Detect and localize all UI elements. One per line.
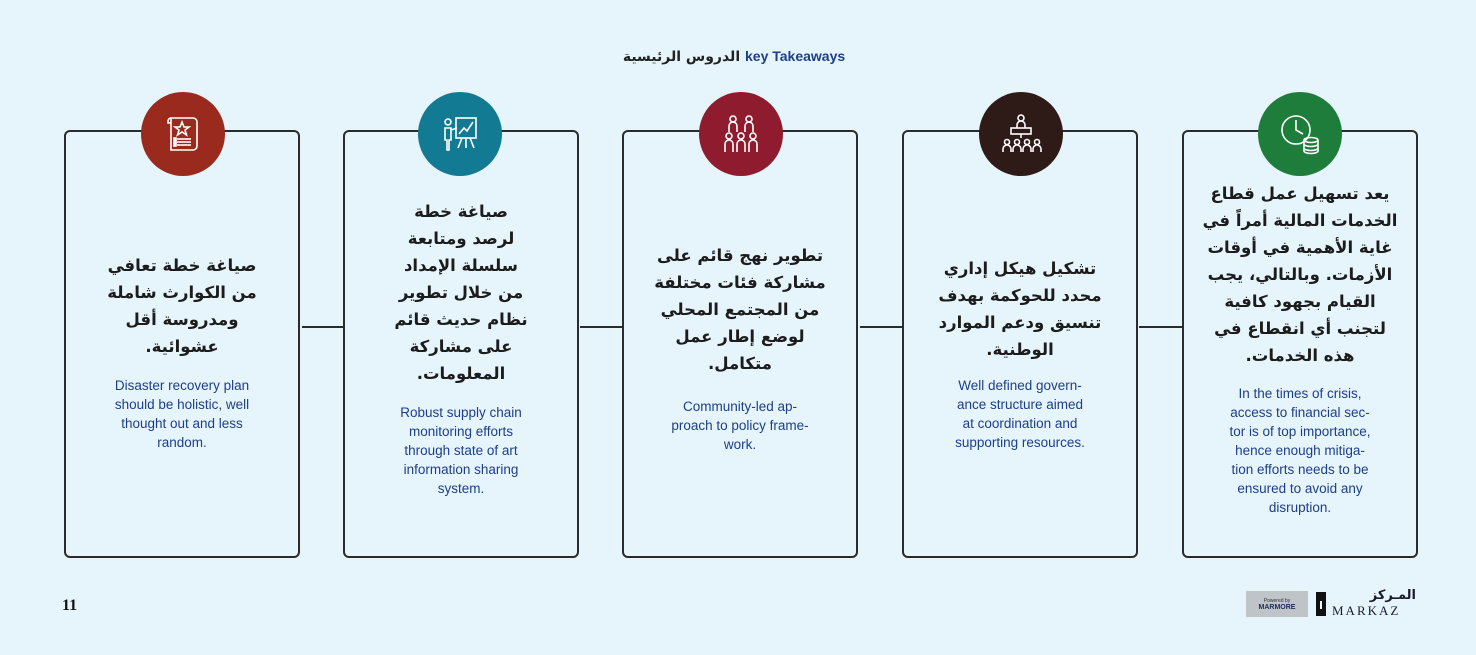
clock-coins-icon — [1258, 92, 1342, 176]
card-arabic-text: صياغة خطة تعافي من الكوارث شاملة ومدروسة أقل عشوائية. — [107, 256, 257, 356]
card-arabic-text: صياغة خطة لرصد ومتابعة سلسلة الإمداد من خلال تطوير نظام حديث قائم على مشاركة المعلومات. — [394, 202, 528, 383]
card-english-text: Community-led ap- proach to policy frame- work. — [671, 399, 809, 452]
markaz-logo: المـركز MARKAZ — [1332, 588, 1416, 618]
governance-icon — [979, 92, 1063, 176]
title-arabic: الدروس الرئيسية — [622, 49, 741, 65]
marmore-logo: Powered by MARMORE — [1246, 591, 1308, 617]
markaz-mark-icon — [1316, 592, 1326, 616]
card-arabic-text: تشكيل هيكل إداري محدد للحوكمة بهدف تنسيق ودعم الموارد الوطنية. — [938, 259, 1102, 359]
card-english-text: Well defined govern- ance structure aimed at coordination and supporting resources. — [955, 378, 1085, 450]
card-arabic-text: يعد تسهيل عمل قطاع الخدمات المالية أمراً في غاية الأهمية في أوقات الأزمات. وبالتالي، يجب القيام بجهود كافية لتجنب أي انقطاع في هذه الخدمات. — [1202, 184, 1398, 365]
certificate-icon — [141, 92, 225, 176]
card-english-text: Disaster recovery plan should be holistic, well thought out and less random. — [114, 378, 250, 450]
page-title — [0, 48, 1476, 65]
card-english-text: Robust supply chain monitoring efforts through state of art information sharing system. — [400, 405, 522, 496]
page-number: 11 — [62, 597, 78, 614]
connector — [860, 326, 902, 332]
footer-logos — [1246, 588, 1426, 620]
card-english-text: In the times of crisis, access to financial sec- tor is of top importance, hence enough mitiga- tion efforts needs to be ensured to avoid any disruption. — [1229, 386, 1371, 515]
connector — [302, 326, 344, 332]
presentation-icon — [418, 92, 502, 176]
card-arabic-text: تطوير نهج قائم على مشاركة فئات مختلفة من المجتمع المحلي لوضع إطار عمل متكامل. — [654, 246, 826, 373]
connector — [580, 326, 622, 332]
connector — [1139, 326, 1182, 332]
community-icon — [699, 92, 783, 176]
title-english: key Takeaways — [745, 48, 846, 64]
